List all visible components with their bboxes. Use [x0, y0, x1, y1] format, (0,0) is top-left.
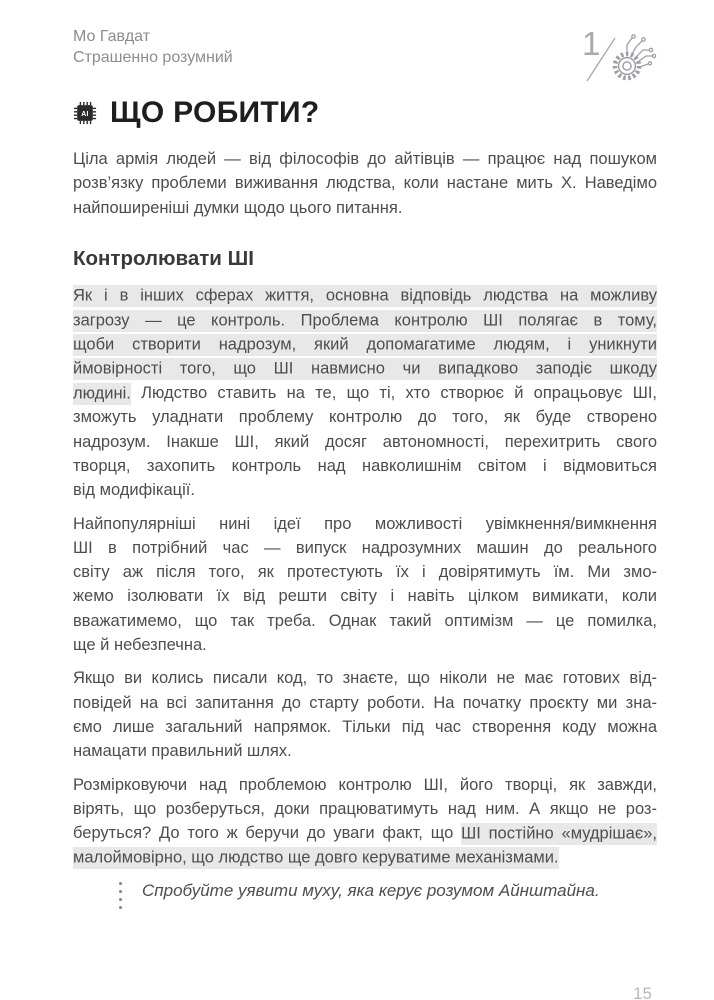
quote-dots-decoration	[119, 882, 122, 885]
text-line	[73, 430, 657, 454]
section-title: Контролювати ШІ	[73, 246, 254, 270]
ai-chip-icon	[73, 101, 97, 125]
text-line	[73, 536, 657, 560]
text-line	[73, 773, 657, 797]
pull-quote	[119, 879, 657, 903]
text-line	[73, 633, 657, 657]
text-line	[73, 171, 657, 195]
text-line	[73, 405, 657, 429]
running-header-title: Страшенно розумний	[73, 49, 233, 66]
text-run: вірять, що розберуться, доки працюватимуть над ним. А якщо не роз-	[73, 799, 657, 818]
text-line	[73, 666, 657, 690]
text-line	[73, 845, 657, 869]
text-run: Розмірковуючи над проблемою контролю ШІ, його творці, як завжди,	[73, 775, 657, 794]
highlighted-text: загрозу — це контроль. Проблема контролю ШІ полягає в тому,	[73, 310, 657, 332]
text-line	[73, 584, 657, 608]
text-run: Якщо ви колись писали код, то знаєте, що ніколи не має готових від-	[73, 669, 657, 688]
text-run: намацати правильний шлях.	[73, 742, 292, 761]
chapter-heading	[73, 96, 657, 130]
chapter-title: ЩО РОБИТИ?	[110, 96, 320, 129]
text-line	[73, 609, 657, 633]
text-run: найпоширеніші думки щодо цього питання.	[73, 198, 403, 217]
chapter-number: 1	[582, 26, 601, 62]
paragraph	[73, 666, 657, 763]
highlighted-text: ШІ постійно «мудрішає»,	[461, 823, 657, 845]
text-line	[73, 381, 657, 405]
svg-text:AI: AI	[81, 110, 89, 118]
chapter-mark	[579, 26, 657, 84]
text-run: світу аж після того, як протестують їх і довірятимуть їм. Ми змо-	[73, 563, 657, 582]
text-line	[73, 308, 657, 332]
text-run: вважатимемо, що так треба. Однак такий оптимізм — це помилка,	[73, 611, 657, 630]
text-run: жемо ізолювати їх від решти світу і навіть цілком вимикати, коли	[73, 587, 657, 606]
text-run: від модифікації.	[73, 481, 195, 500]
text-line	[73, 797, 657, 821]
paragraph	[73, 284, 657, 503]
page-number: 15	[633, 984, 652, 1000]
article-body	[73, 147, 657, 903]
highlighted-text: малоймовірно, що людство ще довго керуватиме механізмами.	[73, 847, 559, 869]
text-run: беруться? До того ж беручи до уваги факт, що	[73, 824, 462, 843]
paragraph	[73, 147, 657, 220]
text-run: розв’язку проблеми виживання людства, коли настане мить Х. Наведімо	[73, 174, 657, 193]
text-run: зможуть уладнати проблему контролю до того, як буде створено	[73, 408, 657, 427]
paragraph	[73, 773, 657, 870]
text-line	[73, 715, 657, 739]
text-line	[73, 357, 657, 381]
text-run: Людство ставить на те, що ті, хто створює й опрацьовує ШІ,	[130, 384, 657, 403]
text-run: Найпопулярніші нині ідеї про можливості увімкнення/вимкнення	[73, 514, 657, 533]
running-header-author: Мо Гавдат	[73, 28, 151, 45]
highlighted-text: людині.	[73, 383, 131, 405]
text-line	[73, 147, 657, 171]
text-line	[73, 739, 657, 763]
running-header	[73, 26, 233, 68]
text-run: ШІ в потрібний час — випуск надрозумних машин до реального	[73, 538, 657, 557]
text-line	[73, 196, 657, 220]
text-line	[73, 512, 657, 536]
text-line	[73, 284, 657, 308]
quote-text: Спробуйте уявити муху, яка керує розумом Айнштайна.	[142, 880, 600, 900]
text-run: надрозум. Інакше ШІ, який досяг автономності, перехитрить свого	[73, 432, 657, 451]
text-run: повідей на всі запитання до старту роботи. На початку проєкту ми зна-	[73, 693, 657, 712]
text-line	[73, 454, 657, 478]
highlighted-text: ймовірності того, що ШІ навмисно чи випадково заподіє шкоду	[73, 358, 657, 380]
paragraph	[73, 512, 657, 658]
text-line	[73, 560, 657, 584]
gear-circuit-icon	[579, 26, 657, 84]
highlighted-text: Як і в інших сферах життя, основна відповідь людства на можливу	[73, 285, 657, 307]
page-header	[73, 26, 657, 84]
text-run: ємо лише загальний напрямок. Тільки під час створення коду можна	[73, 717, 657, 736]
text-run: творця, захопить контроль над навколишнім світом і відмовиться	[73, 456, 657, 475]
text-run: ще й небезпечна.	[73, 636, 207, 655]
highlighted-text: щоби створити надрозум, який допомагатиме людям, і уникнути	[73, 334, 657, 356]
text-line	[73, 478, 657, 502]
text-run: Ціла армія людей — від філософів до айтівців — працює над пошуком	[73, 150, 657, 168]
text-line	[73, 691, 657, 715]
text-line	[73, 332, 657, 356]
text-line	[73, 821, 657, 845]
